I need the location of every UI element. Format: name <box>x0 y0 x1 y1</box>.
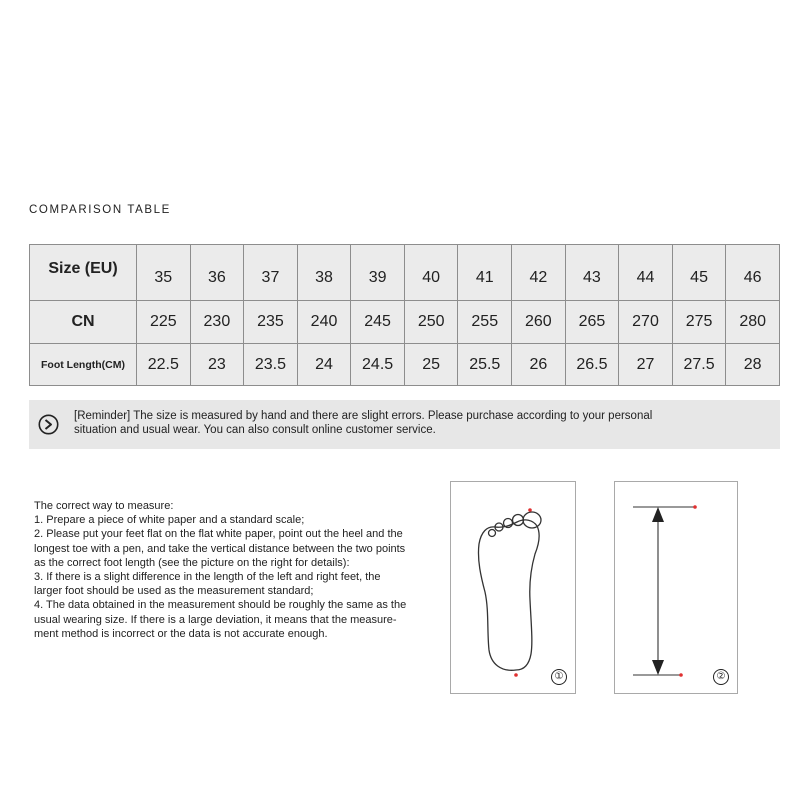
table-cell: 38 <box>297 245 351 301</box>
table-cell: 265 <box>565 301 619 344</box>
table-cell: 225 <box>137 301 191 344</box>
arrow-right-circle-icon <box>38 414 59 435</box>
table-cell: 40 <box>404 245 458 301</box>
section-title: COMPARISON TABLE <box>29 204 171 216</box>
table-cell: 28 <box>726 344 780 386</box>
table-cell: 24 <box>297 344 351 386</box>
instruction-line: as the correct foot length (see the picture on the right for details): <box>34 556 350 569</box>
table-row-eu <box>30 245 780 301</box>
table-cell: 255 <box>458 301 512 344</box>
table-cell: 35 <box>137 245 191 301</box>
table-cell: 25.5 <box>458 344 512 386</box>
row-header-eu: Size (EU) <box>30 245 137 301</box>
table-cell: 39 <box>351 245 405 301</box>
table-cell: 37 <box>244 245 298 301</box>
table-cell: 26 <box>512 344 566 386</box>
table-cell: 25 <box>404 344 458 386</box>
table-cell: 42 <box>512 245 566 301</box>
table-cell: 24.5 <box>351 344 405 386</box>
toe-mark <box>528 508 532 512</box>
bottom-mark <box>679 673 683 677</box>
table-cell: 260 <box>512 301 566 344</box>
top-mark <box>693 505 697 509</box>
table-cell: 36 <box>190 245 244 301</box>
table-cell: 22.5 <box>137 344 191 386</box>
instruction-line: usual wearing size. If there is a large deviation, it means that the measure- <box>34 613 397 626</box>
foot-outline-figure <box>450 481 576 694</box>
measurement-arrow-icon <box>615 482 737 693</box>
table-row-cn <box>30 301 780 344</box>
table-cell: 23.5 <box>244 344 298 386</box>
instruction-line: 1. Prepare a piece of white paper and a standard scale; <box>34 514 305 527</box>
table-cell: 43 <box>565 245 619 301</box>
instruction-heading: The correct way to measure: <box>34 500 174 512</box>
table-cell: 280 <box>726 301 780 344</box>
instruction-line: 4. The data obtained in the measurement should be roughly the same as the <box>34 599 407 612</box>
table-cell: 45 <box>672 245 726 301</box>
instruction-line: 3. If there is a slight difference in the length of the left and right feet, the <box>34 571 381 584</box>
table-cell: 235 <box>244 301 298 344</box>
instruction-line: larger foot should be used as the measurement standard; <box>34 585 314 598</box>
measurement-instructions <box>34 499 444 641</box>
reminder-text <box>74 409 764 437</box>
table-cell: 27.5 <box>672 344 726 386</box>
foot-outline-icon <box>451 482 575 693</box>
table-cell: 240 <box>297 301 351 344</box>
table-row-foot-length <box>30 344 780 386</box>
figure-number-1: ① <box>551 669 567 685</box>
row-header-cn: CN <box>30 301 137 344</box>
figure-number-2: ② <box>713 669 729 685</box>
heel-mark <box>514 673 518 677</box>
instruction-line: longest toe with a pen, and take the vertical distance between the two points <box>34 542 406 555</box>
reminder-line: [Reminder] The size is measured by hand and there are slight errors. Please purchase according to your personal <box>74 410 653 422</box>
table-cell: 46 <box>726 245 780 301</box>
table-cell: 41 <box>458 245 512 301</box>
instruction-line: ment method is incorrect or the data is not accurate enough. <box>34 627 328 640</box>
table-cell: 250 <box>404 301 458 344</box>
table-cell: 230 <box>190 301 244 344</box>
table-cell: 27 <box>619 344 673 386</box>
table-cell: 275 <box>672 301 726 344</box>
reminder-line: situation and usual wear. You can also consult online customer service. <box>74 424 436 436</box>
table-cell: 44 <box>619 245 673 301</box>
measurement-figure <box>614 481 738 694</box>
reminder-box <box>29 400 780 449</box>
table-cell: 245 <box>351 301 405 344</box>
table-cell: 23 <box>190 344 244 386</box>
size-comparison-table <box>29 244 780 386</box>
row-header-foot-length: Foot Length(CM) <box>30 344 137 386</box>
table-cell: 270 <box>619 301 673 344</box>
table-cell: 26.5 <box>565 344 619 386</box>
instruction-line: 2. Please put your feet flat on the flat white paper, point out the heel and the <box>34 528 403 541</box>
